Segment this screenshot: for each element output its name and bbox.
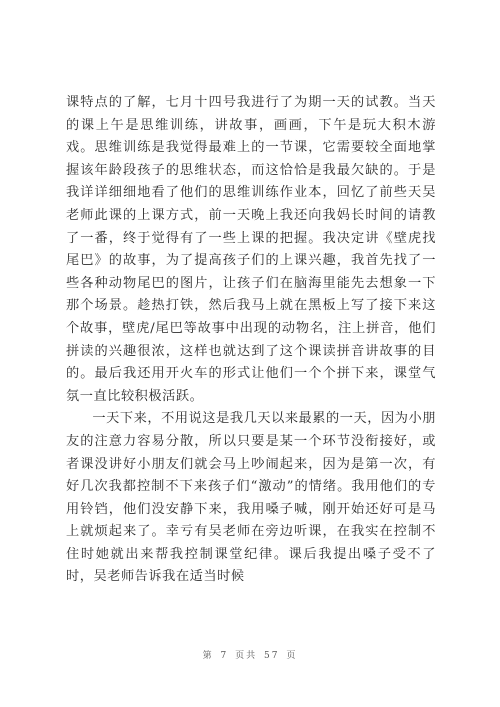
footer-page-number: 7 bbox=[220, 651, 229, 661]
paragraph-1: 课特点的了解，七月十四号我进行了为期一天的试教。当天的课上午是思维训练，讲故事，画画，下午是玩大积木游戏。思维训练是我觉得最难上的一节课，它需要较全面地掌握该年龄段孩子的思维状态，而这恰恰是我最欠缺的。于是我详详细细地看了他们的思维训练作业本，回忆了前些天吴老师此课的上课方式，前一天晚上我还向我妈长时间的请教了一番，终于觉得有了一些上课的把握。我决定讲《壁虎找尾巴》的故事，为了提高孩子们的上课兴趣，我首先找了一些各种动物尾巴的图片，让孩子们在脑海里能先去想象一下那个场景。趁热打铁，然后我马上就在黑板上写了接下来这个故事，壁虎/尾巴等故事中出现的动物名，注上拼音，他们拼读的兴趣很浓，这样也就达到了这个课读拼音讲故事的目的。最后我还用开火车的形式让他们一个个拼下来，课堂气氛一直比较积极活跃。 bbox=[66, 95, 436, 404]
paragraph-2: 一天下来，不用说这是我几天以来最累的一天，因为小朋友的注意力容易分散，所以只要是某一个环节没衔接好，或者课没讲好小朋友们就会马上吵闹起来，因为是第一次，有好几次我都控制不下来孩子们“激动”的情绪。我用他们的专用铃铛，他们没安静下来，我用嗓子喊，刚开始还好可是马上就烦起来了。幸亏有吴老师在旁边听课，在我实在控制不住时她就出来帮我控制课堂纪律。课后我提出嗓子受不了时，吴老师告诉我在适当时候 bbox=[66, 411, 436, 585]
document-body bbox=[66, 92, 436, 589]
footer-prefix: 第 bbox=[202, 651, 214, 661]
footer-suffix: 页 bbox=[286, 651, 298, 661]
footer-total-pages: 57 bbox=[264, 651, 280, 661]
footer-middle: 页共 bbox=[235, 651, 258, 661]
page-footer bbox=[0, 648, 500, 661]
